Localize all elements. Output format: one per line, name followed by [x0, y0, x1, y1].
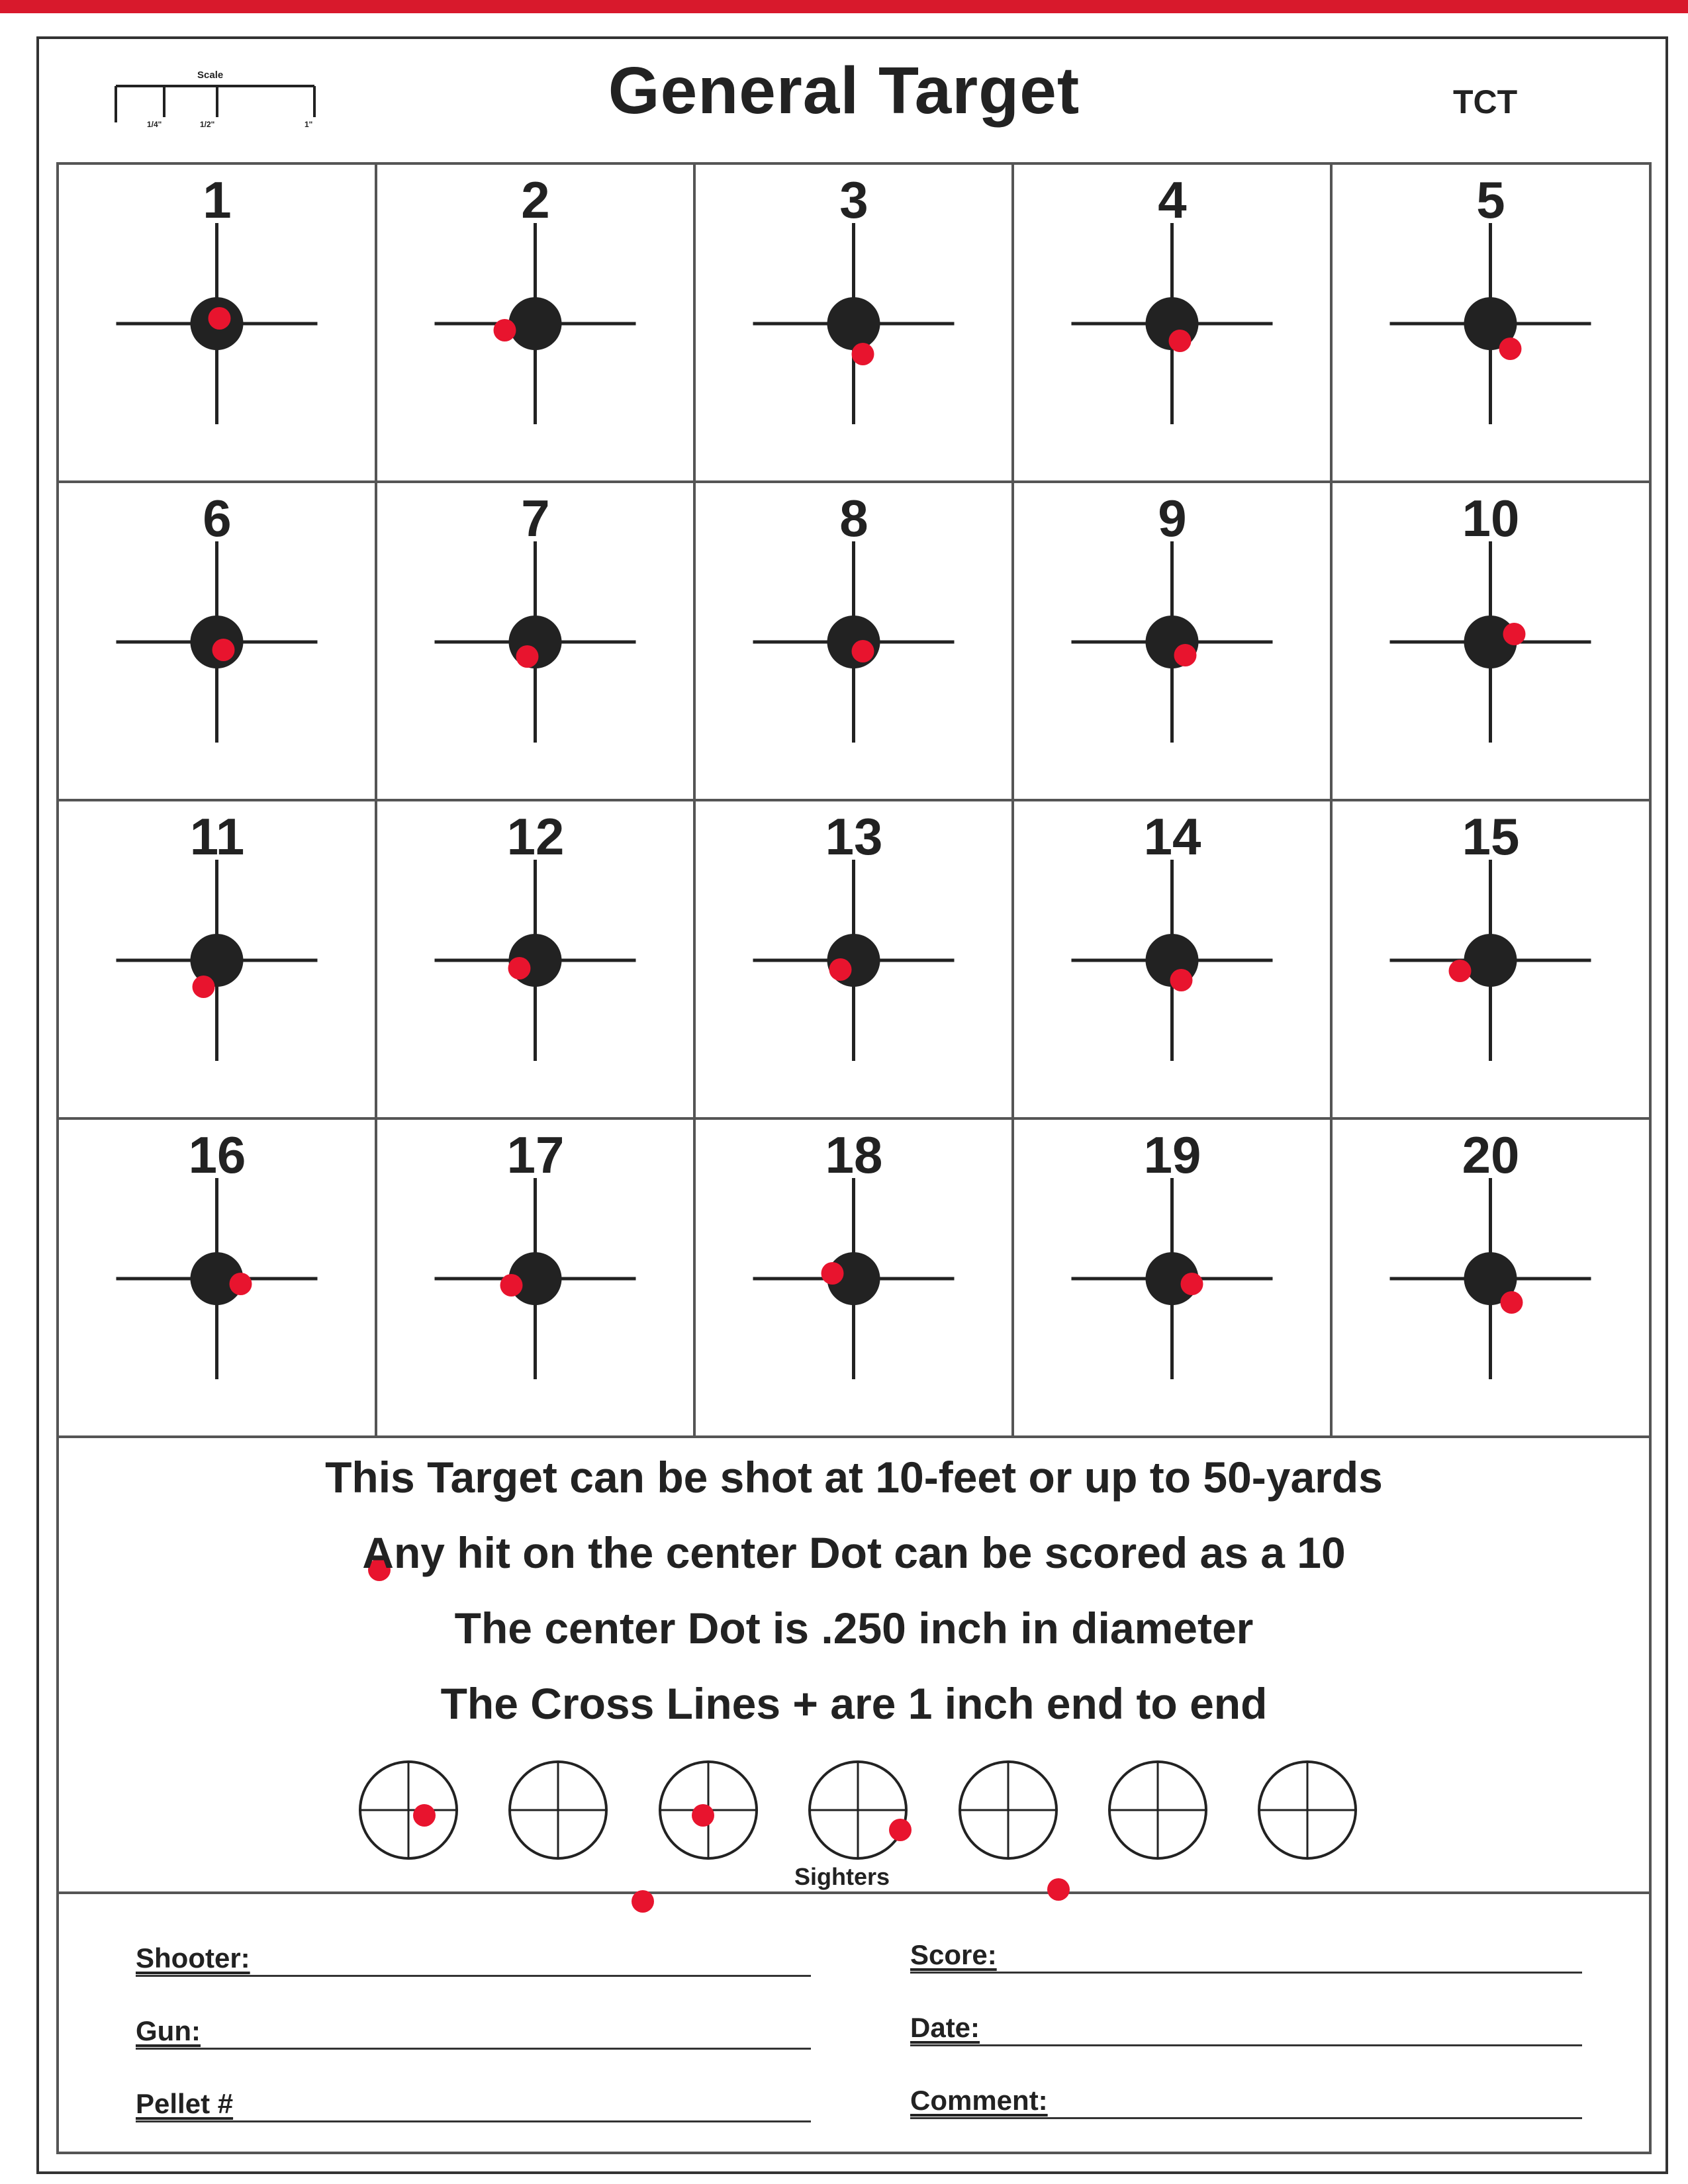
gun-field[interactable]	[136, 2009, 811, 2050]
pellet-hole-16	[230, 1273, 252, 1295]
target-number-10: 10	[1462, 489, 1520, 547]
target-number-19: 19	[1143, 1126, 1201, 1184]
score-label: Score:	[910, 1939, 997, 1970]
pellet-hole-15	[1449, 960, 1472, 982]
scale-title: Scale	[197, 69, 224, 81]
page-title: General Target	[608, 54, 1080, 128]
target-number-18: 18	[825, 1126, 883, 1184]
pellet-hole-4	[1169, 330, 1192, 352]
pellet-hole-6	[212, 639, 235, 661]
sighter-hole-4	[889, 1819, 912, 1841]
target-number-15: 15	[1462, 807, 1520, 866]
sighters-label: Sighters	[794, 1863, 890, 1890]
target-number-7: 7	[521, 489, 550, 547]
scale-tick-half: 1/2"	[200, 120, 215, 129]
brand-label: TCT	[1453, 83, 1518, 120]
target-number-8: 8	[839, 489, 868, 547]
target-number-6: 6	[203, 489, 232, 547]
target-number-17: 17	[506, 1126, 565, 1184]
target-number-9: 9	[1158, 489, 1187, 547]
pellet-hole-13	[829, 958, 852, 981]
target-number-2: 2	[521, 171, 550, 229]
target-number-12: 12	[506, 807, 565, 866]
shooter-field[interactable]	[136, 1936, 811, 1977]
target-number-1: 1	[203, 171, 232, 229]
target-number-3: 3	[839, 171, 868, 229]
comment-line	[910, 2117, 1582, 2119]
pellet-hole-2	[494, 319, 516, 341]
target-number-5: 5	[1476, 171, 1505, 229]
instruction-line-dot-size: The center Dot is .250 inch in diameter	[454, 1604, 1254, 1653]
shooter-line	[136, 1975, 811, 1977]
pellet-label: Pellet #	[136, 2088, 234, 2119]
sighter-hole-1	[413, 1804, 436, 1827]
center-dot	[827, 297, 880, 350]
instructions-block	[58, 1439, 1650, 1741]
target-number-16: 16	[188, 1126, 246, 1184]
date-field[interactable]	[910, 2005, 1582, 2046]
pellet-hole-1	[209, 307, 231, 330]
comment-label: Comment:	[910, 2085, 1048, 2116]
pellet-field[interactable]	[136, 2081, 811, 2122]
score-field[interactable]	[910, 1933, 1582, 1974]
comment-field[interactable]	[910, 2078, 1582, 2119]
pellet-hole-8	[852, 640, 874, 662]
shooter-label: Shooter:	[136, 1942, 250, 1974]
target-number-4: 4	[1158, 171, 1187, 229]
pellet-hole-5	[1499, 338, 1522, 360]
pellet-hole-14	[1170, 969, 1193, 991]
pellet-hole-17	[500, 1274, 523, 1297]
pellet-hole-20	[1501, 1291, 1523, 1314]
center-dot	[827, 615, 880, 668]
pellet-hole-12	[508, 957, 531, 979]
date-line	[910, 2044, 1582, 2046]
pellet-hole-9	[1174, 644, 1197, 666]
pellet-hole-3	[852, 343, 874, 365]
gun-label: Gun:	[136, 2015, 201, 2046]
pellet-hole-11	[193, 976, 215, 998]
pellet-hole-19	[1181, 1273, 1203, 1295]
instruction-line-cross-size: The Cross Lines + are 1 inch end to end	[440, 1679, 1268, 1728]
pellet-hole-18	[821, 1262, 844, 1285]
target-number-14: 14	[1143, 807, 1201, 866]
scale-tick-one: 1"	[305, 120, 313, 129]
instruction-line-distance: This Target can be shot at 10-feet or up to 50-yards	[325, 1453, 1383, 1502]
date-label: Date:	[910, 2012, 980, 2043]
pellet-line	[136, 2120, 811, 2122]
target-number-13: 13	[825, 807, 883, 866]
scale-tick-quarter: 1/4"	[147, 120, 162, 129]
sighter-hole-5	[1047, 1878, 1070, 1901]
target-number-20: 20	[1462, 1126, 1520, 1184]
sighter-hole-2	[632, 1890, 654, 1913]
center-dot	[509, 297, 562, 350]
gun-line	[136, 2048, 811, 2050]
target-number-11: 11	[189, 807, 245, 866]
score-line	[910, 1972, 1582, 1974]
pellet-hole-7	[516, 645, 539, 668]
sighter-hole-3	[692, 1804, 714, 1827]
pellet-hole-10	[1503, 623, 1526, 645]
center-dot	[1464, 934, 1517, 987]
instruction-line-scoring: Any hit on the center Dot can be scored as a 10	[362, 1528, 1346, 1577]
